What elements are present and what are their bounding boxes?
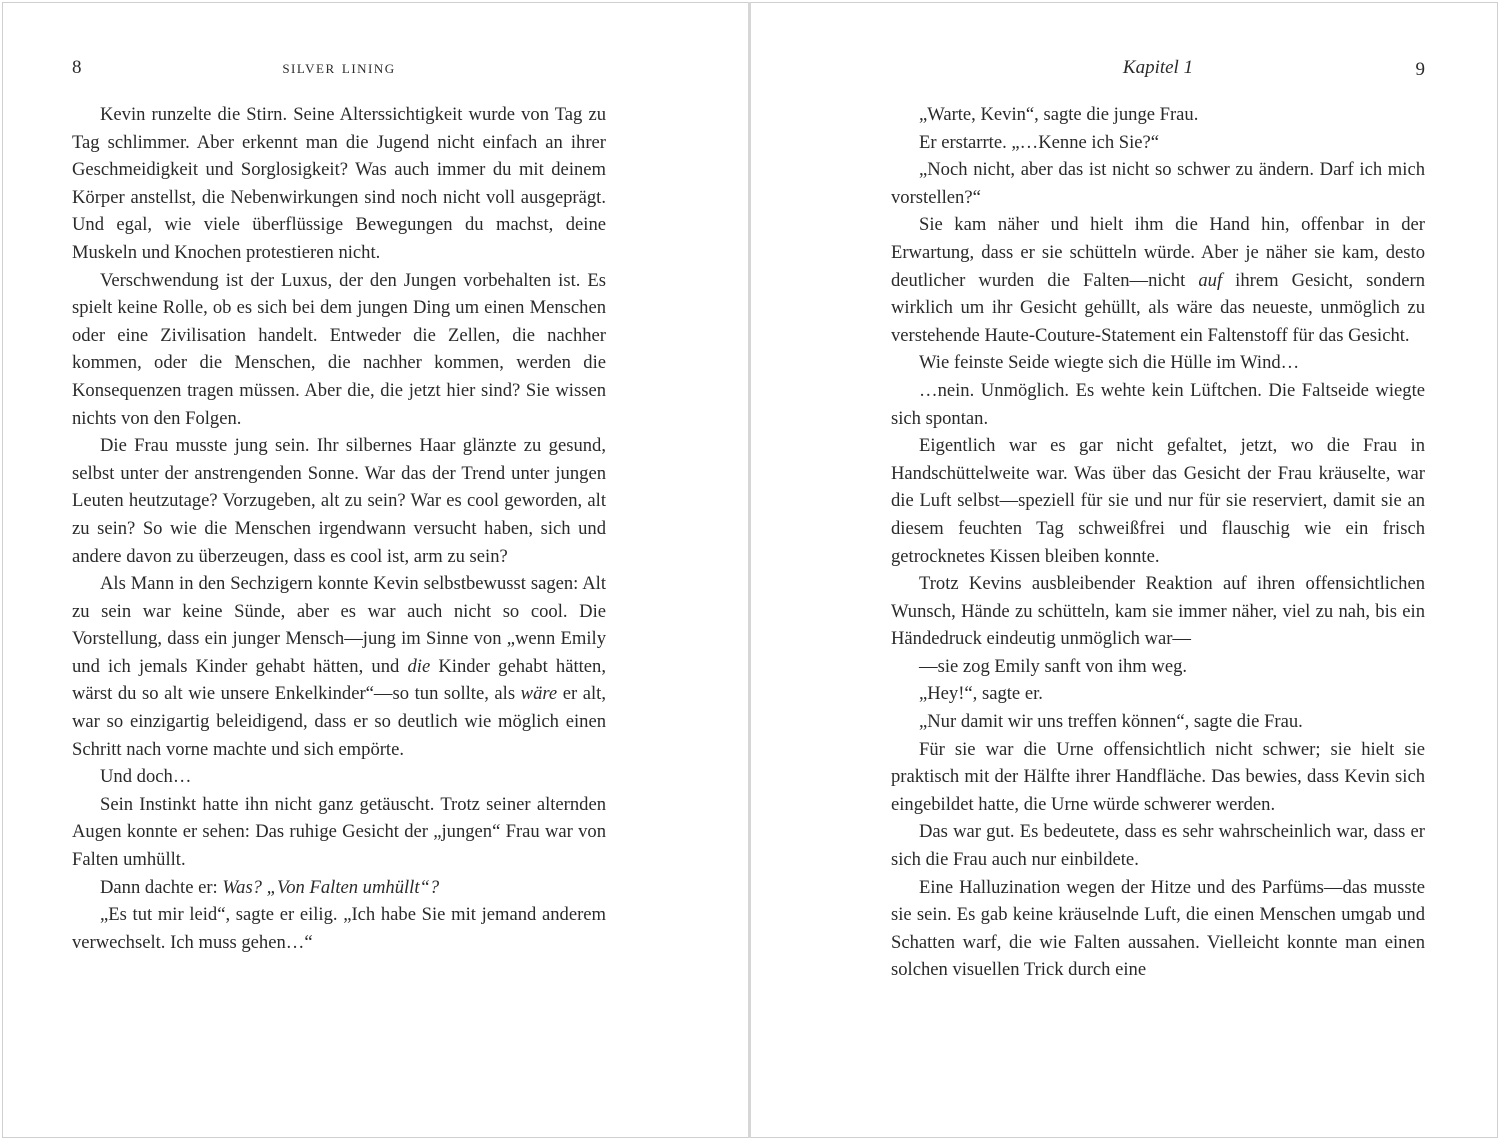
text-run: Er erstarrte. „…Kenne ich Sie?“ — [919, 131, 1160, 153]
paragraph — [891, 570, 1425, 653]
running-title: silver lining — [282, 57, 396, 78]
left-page-body — [72, 101, 606, 956]
paragraph — [891, 432, 1425, 570]
right-page-body — [891, 101, 1425, 984]
paragraph — [891, 736, 1425, 819]
paragraph — [891, 129, 1425, 157]
left-page-number: 8 — [72, 57, 82, 78]
italic-text: auf — [1198, 269, 1223, 291]
text-run: ihrem Gesicht, sondern wirklich um ihr Gesicht gehüllt, als wäre das neueste, unmöglich zu verstehende Haute-Couture-Statement ein Faltenstoff für das Gesicht. — [891, 269, 1425, 346]
text-run: Verschwendung ist der Luxus, der den Jungen vorbehalten ist. Es spielt keine Rolle, ob es sich bei dem jungen Ding um einen Menschen oder eine Zivilisation handelt. Entweder die Zellen, die nachher kommen, oder die Menschen, die nachher kommen, werden die Konsequenzen tragen müssen. Aber die, die jetzt hier sind? Sie wissen nichts von den Folgen. — [72, 269, 606, 429]
text-run: Sein Instinkt hatte ihn nicht ganz getäuscht. Trotz seiner alternden Augen konnte er sehen: Das ruhige Gesicht der „jungen“ Frau war von Falten umhüllt. — [72, 793, 606, 871]
paragraph — [72, 570, 606, 763]
text-run: Und doch… — [100, 766, 192, 788]
text-run: …nein. Unmöglich. Es wehte kein Lüftchen. Die Faltseide wiegte sich spontan. — [891, 379, 1425, 429]
paragraph — [891, 708, 1425, 736]
paragraph — [891, 818, 1425, 873]
paragraph — [891, 349, 1425, 377]
text-run: Wie feinste Seide wiegte sich die Hülle im Wind… — [919, 352, 1300, 374]
text-run: Sie kam näher und hielt ihm die Hand hin, offenbar in der Erwartung, dass er sie schütteln würde. Aber je näher sie kam, desto deutlicher wurden die Falten—nicht — [891, 214, 1425, 291]
text-run: „Nur damit wir uns treffen können“, sagte die Frau. — [919, 711, 1303, 733]
text-run: „Es tut mir leid“, sagte er eilig. „Ich habe Sie mit jemand anderem verwechselt. Ich muss gehen…“ — [72, 904, 606, 953]
chapter-title: Kapitel 1 — [1122, 57, 1194, 78]
italic-text: wäre — [520, 683, 558, 705]
paragraph — [891, 156, 1425, 211]
paragraph — [72, 791, 606, 874]
left-page-header — [72, 54, 606, 82]
right-page-number: 9 — [1415, 59, 1425, 80]
text-run: er alt, war so einzigartig beleidigend, dass er so deutlich wie möglich einen Schritt nach vorne machte und sich empörte. — [72, 683, 606, 760]
paragraph — [891, 377, 1425, 432]
paragraph — [891, 653, 1425, 681]
text-run: Kevin runzelte die Stirn. Seine Alterssichtigkeit wurde von Tag zu Tag schlimmer. Aber erkennt man die Jugend nicht einfach an ihrer Geschmeidigkeit und Sorglosigkeit? Was auch immer du mit deinem Körper anstellst, die Nebenwirkungen sind noch nicht voll ausgeprägt. Und egal, wie viele überflüssige Bewegungen du machst, deine Muskeln und Knochen protestieren nicht. — [72, 104, 606, 263]
book-gutter — [748, 2, 751, 1138]
text-run: Eigentlich war es gar nicht gefaltet, jetzt, wo die Frau in Handschüttelweite war. Was über das Gesicht der Frau kräuselte, war die Luft selbst—speziell für sie und nur für sie reserviert, damit sie an diesem feuchten Tag schweißfrei und flauschig wie ein frisch getrocknetes Kissen bleiben konnte. — [891, 435, 1425, 567]
text-run: Die Frau musste jung sein. Ihr silbernes Haar glänzte zu gesund, selbst unter der anstrengenden Sonne. War das der Trend unter jungen Leuten heutzutage? Vorzugeben, alt zu sein? War es cool geworden, alt zu sein? So wie die Menschen irgendwann versucht haben, sich und andere davon zu überzeugen, dass es cool ist, arm zu sein? — [72, 435, 606, 567]
text-run: Als Mann in den Sechzigern konnte Kevin selbstbewusst sagen: Alt zu sein war keine Sünde, aber es war auch nicht so cool. Die Vorstellung, dass ein junger Mensch—jung im Sinne von „wenn Emily und ich jemals Kinder gehabt hätten, und — [72, 573, 606, 677]
right-page-header — [891, 54, 1425, 82]
paragraph — [891, 211, 1425, 349]
paragraph — [72, 874, 606, 902]
text-run: Trotz Kevins ausbleibender Reaktion auf ihren offensichtlichen Wunsch, Hände zu schütteln, kam sie immer näher, viel zu nah, bis ein Händedruck eindeutig unmöglich war— — [891, 573, 1425, 650]
text-run: Eine Halluzination wegen der Hitze und des Parfüms—das musste sie sein. Es gab keine kräuselnde Luft, die einen Menschen umgab und Schatten warf, die wie Falten aussahen. Vielleicht konnte man einen solchen visuellen Trick durch eine — [891, 876, 1425, 981]
paragraph — [72, 901, 606, 956]
italic-text: Was? „Von Falten umhüllt“? — [222, 876, 440, 898]
text-run: „Warte, Kevin“, sagte die junge Frau. — [919, 104, 1199, 125]
text-run: „Hey!“, sagte er. — [919, 683, 1043, 705]
text-run: Für sie war die Urne offensichtlich nicht schwer; sie hielt sie praktisch mit der Hälfte ihrer Handfläche. Das bewies, dass Kevin sich eingebildet hatte, die Urne würde schwerer werden. — [891, 738, 1425, 815]
text-run: „Noch nicht, aber das ist nicht so schwer zu ändern. Darf ich mich vorstellen?“ — [891, 159, 1425, 208]
text-run: Das war gut. Es bedeutete, dass es sehr wahrscheinlich war, dass er sich die Frau auch nur einbildete. — [891, 821, 1425, 871]
paragraph — [891, 874, 1425, 984]
paragraph — [72, 763, 606, 791]
text-run: —sie zog Emily sanft von ihm weg. — [919, 655, 1188, 677]
paragraph — [891, 101, 1425, 129]
text-run: Kinder gehabt hätten, wärst du so alt wie unsere Enkelkinder“—so tun sollte, als — [72, 655, 606, 705]
paragraph — [72, 267, 606, 433]
paragraph — [891, 680, 1425, 708]
italic-text: die — [407, 655, 431, 677]
paragraph — [72, 432, 606, 570]
text-run: Dann dachte er: — [100, 876, 223, 898]
paragraph — [72, 101, 606, 267]
